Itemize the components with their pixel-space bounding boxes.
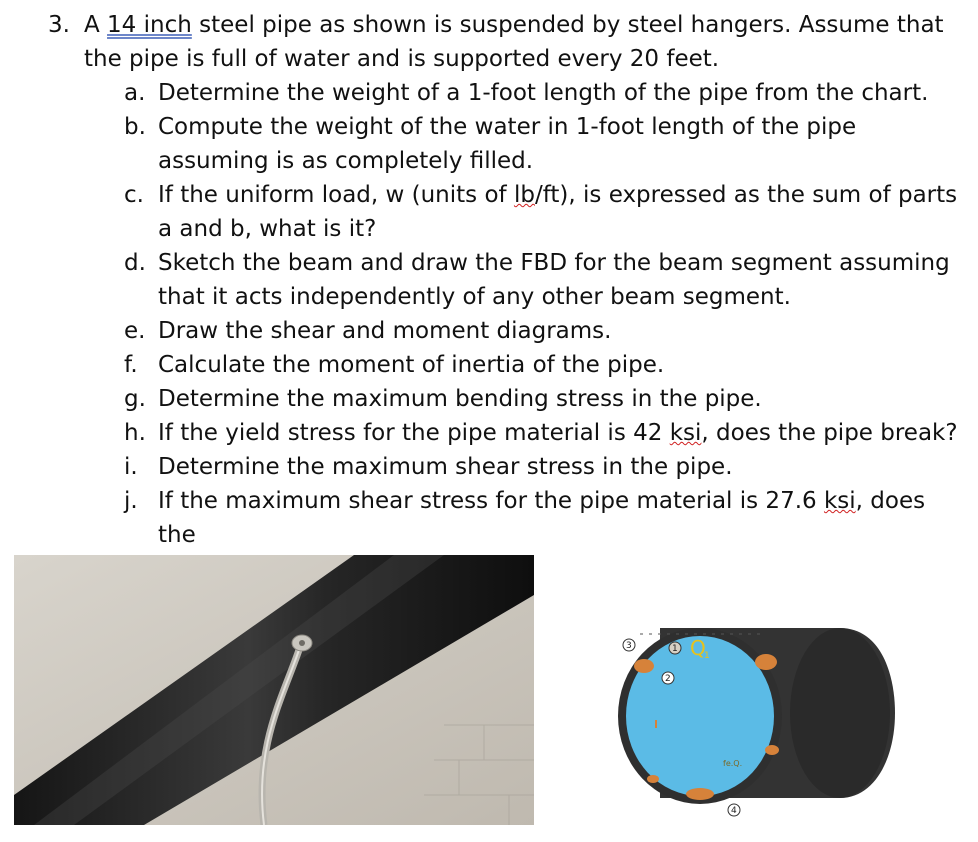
part-text-post: /ft), is expressed as the sum of parts: [534, 182, 958, 208]
spellcheck-word: ksi: [823, 488, 856, 514]
spellcheck-word: ksi: [669, 420, 702, 446]
label-4: 4: [731, 806, 737, 816]
part-i: [48, 450, 968, 484]
part-f: [48, 348, 968, 382]
part-text-post: , does the pipe break?: [701, 420, 958, 446]
stem-text-post: steel pipe as shown is suspended by steel hangers. Assume that: [191, 12, 944, 38]
part-text-pre: If the yield stress for the pipe material is 42: [158, 420, 670, 446]
part-text-pre: If the uniform load, w (units of: [158, 182, 514, 208]
part-text: Determine the maximum bending stress in the pipe.: [158, 386, 762, 412]
part-e: [48, 314, 968, 348]
pipe-hanger-photo: [14, 555, 534, 825]
part-text: Draw the shear and moment diagrams.: [158, 318, 612, 344]
part-text-post: , does the: [158, 488, 926, 548]
spellcheck-word: lb: [513, 182, 535, 208]
cross-section-svg: [540, 598, 908, 824]
part-letter: f.: [124, 352, 138, 378]
part-text: Determine the weight of a 1-foot length of the pipe from the chart.: [158, 80, 929, 106]
part-d: [48, 246, 968, 314]
part-letter: c.: [124, 182, 144, 208]
part-text: Sketch the beam and draw the FBD for the beam segment assuming: [158, 250, 950, 276]
problem-3: [48, 8, 968, 586]
problem-number: 3.: [48, 12, 70, 38]
pipe-photo-illustration: [14, 555, 534, 825]
part-a: [48, 76, 968, 110]
pipe-cross-section-diagram: [540, 598, 908, 824]
label-fe-q: fe.Q.: [723, 759, 743, 768]
problem-parts-list: [48, 76, 968, 586]
part-letter: j.: [124, 488, 138, 514]
part-b: [48, 110, 968, 178]
stem-text-pre: A: [84, 12, 108, 38]
part-text: [158, 178, 968, 212]
part-text-pre: If the maximum shear stress for the pipe material is 27.6: [158, 488, 824, 514]
part-text: a and b, what is it?: [158, 216, 377, 242]
part-text: assuming is as completely filled.: [158, 148, 534, 174]
part-c: [48, 178, 968, 246]
part-h: [48, 416, 968, 450]
part-text: [158, 416, 968, 450]
part-text: Calculate the moment of inertia of the pipe.: [158, 352, 665, 378]
problem-stem: [48, 8, 968, 76]
part-text: Compute the weight of the water in 1-foot length of the pipe: [158, 114, 857, 140]
label-q: Q: [690, 636, 706, 660]
stem-line-2: the pipe is full of water and is supported every 20 feet.: [84, 46, 720, 72]
part-letter: b.: [124, 114, 146, 140]
label-2: 2: [665, 674, 671, 684]
label-q-subscript: 1: [704, 651, 710, 661]
part-text: that it acts independently of any other beam segment.: [158, 284, 791, 310]
part-letter: i.: [124, 454, 138, 480]
part-letter: e.: [124, 318, 146, 344]
label-3: 3: [626, 641, 632, 651]
part-g: [48, 382, 968, 416]
label-1: 1: [672, 644, 678, 654]
part-letter: d.: [124, 250, 146, 276]
pipe-size-underlined: 14 inch: [107, 12, 192, 38]
part-letter: g.: [124, 386, 146, 412]
part-letter: a.: [124, 80, 146, 106]
part-text: [158, 484, 968, 552]
part-letter: h.: [124, 420, 146, 446]
part-text: Determine the maximum shear stress in the pipe.: [158, 454, 733, 480]
